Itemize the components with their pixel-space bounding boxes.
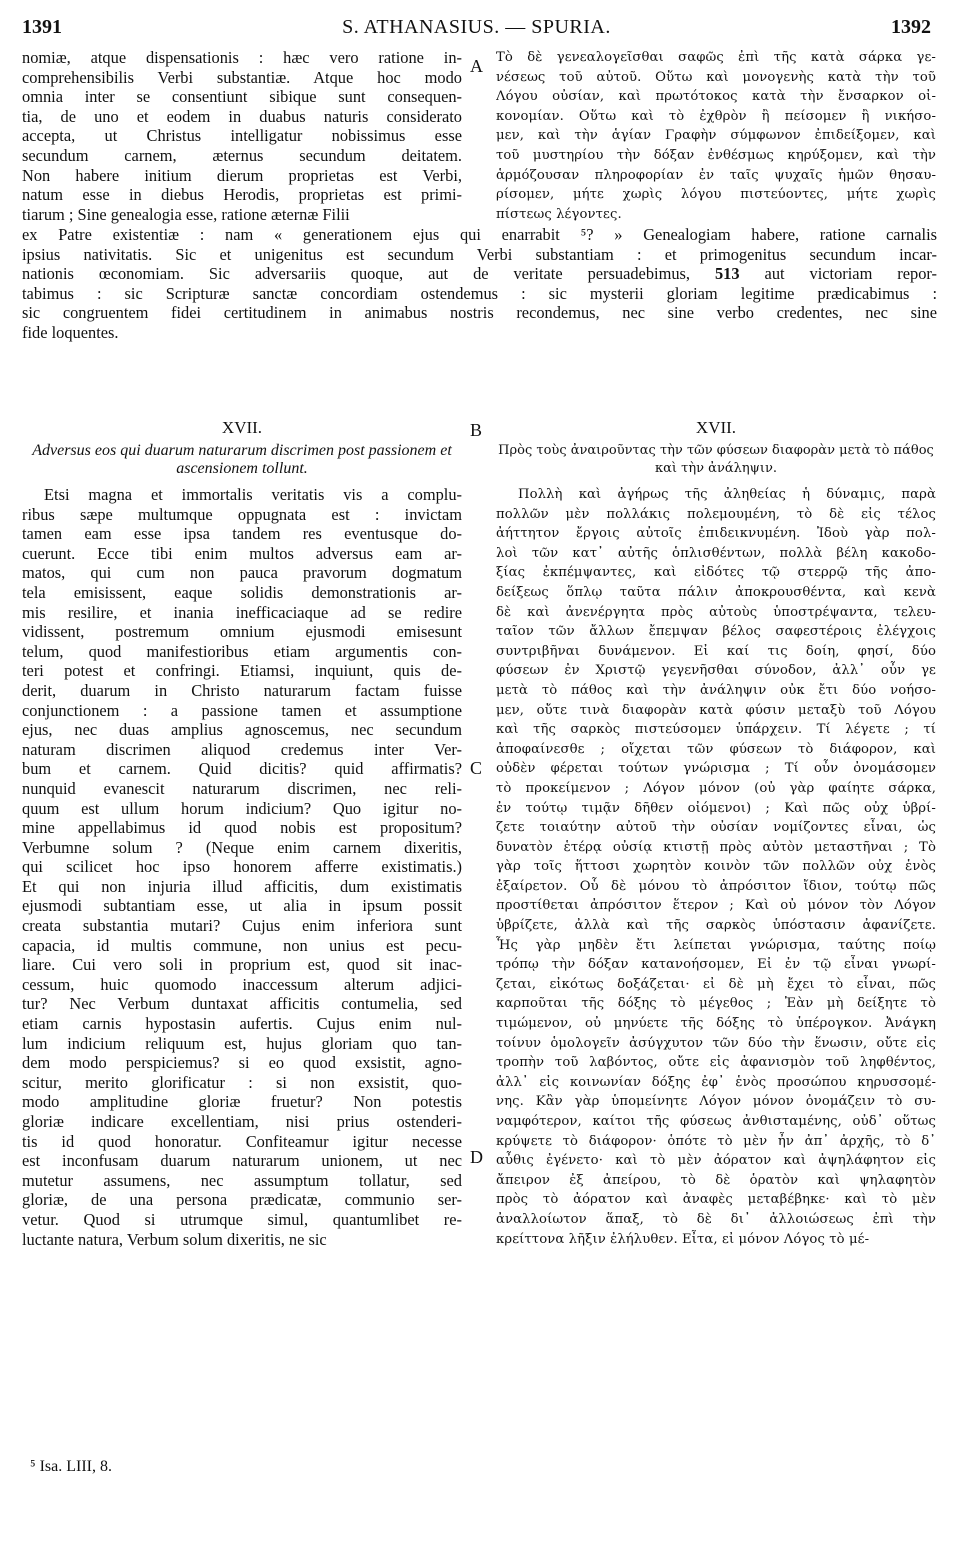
text-line: κρείττονα λῆξιν ἐλήλυθεν. Εἶτα, εἰ μόνον Λόγος τὸ μέ- (496, 1231, 870, 1247)
margin-letter-b: B (470, 420, 483, 440)
text-line: νέσεως τοῦ αὐτοῦ. Οὕτω καὶ μονογενὴς κατὰ τὴν τοῦ (496, 69, 936, 85)
text-line: τιμώμενον, οὐ μηνύετε τῆς δόξης τὸ ὑπέρογκον. Ἀνάγκη (496, 1016, 936, 1032)
text-line: μετὰ τὸ πάθος καὶ τὴν ἀνάληψιν οὐκ ἔτι δύο νοήσο- (496, 682, 936, 698)
text-line: ἀποφαίνεσθε ; οἴχεται τῶν φύσεων τὸ διάφορον, καὶ (496, 741, 936, 757)
text-line: gloriæ, de una persona prædicatæ, communio ser- (22, 1190, 462, 1210)
text-line: οὐδὲν φέρεται τούτων γνώρισμα ; Τί οὖν ὀνομάσομεν (496, 761, 936, 777)
greek-section-number: XVII. (695, 418, 737, 437)
left-page-number: 1391 (22, 16, 62, 38)
text-line: vetur. Quod si utrumque simul, quantumlibet re- (22, 1209, 462, 1229)
text-line: μεν, οὔτε τινὰ διαφορὰν κατὰ φύσιν μεταξὺ τοῦ Λόγου (496, 702, 936, 718)
text-line: Verbumne solum ? (Neque enim carnem dixeritis, (22, 837, 462, 857)
text-line: tamen eam esse ipsa tandem res eventusque do- (22, 524, 462, 544)
right-page-number: 1392 (891, 16, 931, 38)
text-line: luctante natura, Verbum solum dixeritis, ne sic (22, 1229, 327, 1249)
text-line: φύσεων ἐν Χριστῷ γεγενῆσθαι σύνοδον, ἀλλ᾽ οὖν γε (496, 663, 936, 679)
latin-column-body (22, 485, 462, 1249)
column-marker: 513 (714, 264, 740, 284)
text-segment: nationis œconomiam. Sic adversariis quoque, aut de veritate persuadebimus, (22, 264, 691, 284)
greek-column-body (496, 485, 936, 1249)
text-line: συντριβῆναι δυνάμενον. Εἰ καί τις δοίη, φησί, δύο (496, 643, 936, 659)
latin-section-title: Adversus eos qui duarum naturarum discrimen post passionem et ascensionem tollunt. (32, 442, 452, 477)
text-line: δυνατὸν ἑτέρᾳ οὐσίᾳ κτιστῇ πρὸς αὐτὸν μεταστῆναι ; Τὸ (496, 839, 936, 855)
footnote: ⁵ Isa. LIII, 8. (30, 1458, 112, 1475)
text-line: tiarum ; Sine genealogia esse, ratione æternæ Filii (22, 204, 350, 224)
text-line: teri potest et confringi. Etiamsi, inquiunt, quis de- (22, 661, 462, 681)
text-line: tela emisissent, eaque solidis demonstrationis ar- (22, 582, 462, 602)
text-line: lum indicium reliquum est, hujus gloriam quo tan- (22, 1033, 462, 1053)
text-line: telum, quod manifestioribus etiam argumentis con- (22, 641, 462, 661)
text-line: mis resilire, et inania inefficaciaque ad se redire (22, 602, 462, 622)
text-line: ipsius nativitatis. Sic et unigenitus est secundum Verbi substantiam : et primogenitus secundum incar- (22, 244, 937, 264)
text-line: quum est ullum horum indicium? Quo igitur no- (22, 798, 462, 818)
margin-letter-d: D (470, 1147, 483, 1167)
text-line: est inconfusam duarum naturarum unionem, ut nec (22, 1151, 462, 1171)
text-line: bum et carnem. Quid dicitis? quid affirmatis? (22, 759, 462, 779)
text-line: Τὸ δὲ γενεαλογεῖσθαι σαφῶς ἐπὶ τῆς κατὰ σάρκα γε- (496, 50, 936, 65)
text-line: ejusmodi subtantiam esse, ut alia in ipsum possit (22, 896, 462, 916)
text-line: λοὶ τῶν κατ᾽ αὐτῆς ὁπλισθέντων, πολλὰ βέλη κακοδο- (496, 545, 936, 561)
text-line: sic congruentem fidei certitudinem in animabus nostris recondemus, nec sine verbo credentes, nec sine (22, 303, 937, 323)
text-line: nomiæ, atque dispensationis : hæc vero ratione in- (22, 48, 462, 67)
latin-section-number: XVII. (221, 418, 263, 437)
text-line: ἁρμόζουσαν πληροφορίαν ἐν ταῖς ψυχαῖς ἡμῶν θησαυ- (496, 167, 936, 183)
text-line: ταῖον τῶν ἄλλων ἔπεμψαν βέλος σαφεστέροις ἐλέγχοις (496, 624, 936, 640)
text-line: ἀήττητον ἔργοις αὐτοῖς ἐπιδεικνυμένη. Ἰδοὺ γὰρ πολ- (496, 526, 936, 542)
text-line: δείξεως ὅπλῳ ταῦτα πάλιν ἀποκρουσθέντα, καὶ κενὰ (496, 584, 936, 600)
text-line: νης. Κἂν γὰρ ὑπομείνητε Λόγον μόνον ὀνομάζειν τὸ συ- (496, 1094, 936, 1110)
text-line: dem modo perspiciemus? si eo quod exsistit, agno- (22, 1053, 462, 1073)
text-line: Etsi magna et immortalis veritatis vis a complu- (44, 485, 462, 504)
text-line: γὰρ τοῖς ἥττοσι χωρητὸν κοινὸν τῶν πολλῶν οὐχ ἑνὸς (496, 859, 936, 875)
margin-letter-a: A (470, 56, 483, 76)
text-line: derit, duarum in Christo naturarum factam fuisse (22, 680, 462, 700)
text-line: ξίας ἐκπέμψαντες, καὶ εἰδότες τῷ στερρῷ τῆς ἀπο- (496, 565, 936, 581)
text-line: modo amplitudine gloriæ fruetur? Non potestis (22, 1092, 462, 1112)
text-line: omnia inter se consentiunt sibique sunt consequen- (22, 87, 462, 107)
text-line: πολλῶν μὲν πολλάκις πολεμουμένη, τὸ δὲ εἰς τέλος (496, 506, 936, 522)
text-line: τοῦ μυστηρίου τὴν δόξαν ἐνθέσμως κηρύξομεν, καὶ τὴν (496, 147, 936, 163)
text-line: creata substantia mutari? Cujus enim inferiora sunt (22, 916, 462, 936)
text-line: capacia, id multis commune, non unius est pecu- (22, 935, 462, 955)
text-line: ἀναλλοίωτον ἅπαξ, τὸ δὲ δι᾽ ἀλλοιώσεως ἐπὶ τὴν (496, 1211, 936, 1227)
text-line: gloriæ indicare excellentiam, nisi prius ostenderi- (22, 1112, 462, 1131)
text-line: cuerunt. Ecce tibi enim multos adversus eam ar- (22, 543, 462, 563)
text-line: liare. Cui vero soli in proprium est, quod sit inac- (22, 955, 462, 975)
margin-letter-c: C (470, 758, 483, 778)
text-line: Λόγου οὐσίαν, καὶ πρωτότοκος κατὰ τὴν ἔνσαρκον οἰ- (496, 89, 936, 105)
text-line: ἐν τούτῳ τιμᾷν δῆθεν οἰόμενοι) ; Καὶ πῶς οὐχ ὑβρί- (496, 800, 936, 816)
text-line: tur? Nec Verbum duntaxat afficitis contumelia, sed (22, 994, 462, 1014)
text-line: qui scilicet hoc ipso honorem afferre existimatis.) (22, 857, 462, 877)
text-line: τὸ προκείμενον ; Λόγον μόνον (οὐ γὰρ φαίητε σάρκα, (496, 780, 936, 796)
text-line: πρὸς τὸ ἀόρατον καὶ ἀναφὲς μεταβέβηκε· καὶ τὸ μὲν (496, 1192, 936, 1208)
text-line: tis id quod honoratur. Confiteamur igitur necesse (22, 1131, 462, 1151)
text-line: tia, de uno et eodem in duabus naturis considerato (22, 106, 462, 126)
text-line: natum esse in diebus Herodis, proprietas est primi- (22, 185, 462, 205)
text-line: ἀλλ᾽ εἰς κοινωνίαν δόξης ἐφ᾽ ἑνὸς προσώπου κηρυσσομέ- (496, 1074, 936, 1090)
text-line: καὶ τῆς σαρκὸς πιστεύσομεν ὑπάρχειν. Τί λέγετε ; τί (496, 722, 936, 738)
text-line: ejus, nec duas amplius agnoscemus, nec secundum (22, 720, 462, 740)
text-line: scitur, merito glorificatur : si non exsistit, quo- (22, 1072, 462, 1092)
text-line: ὑβρίζετε, ἀλλὰ καὶ τῆς σαρκὸς ὑπόστασιν ἀφανίζετε. (496, 918, 936, 934)
full-width-paragraph (22, 225, 937, 343)
text-line: cessum, huic quomodo inaccessum alterum adjici- (22, 974, 462, 994)
text-line: matos, qui cum non pauca pravorum dogmatum (22, 563, 462, 583)
text-line: ex Patre existentiæ : nam « generationem ejus qui enarrabit ⁵? » Genealogiam habere, ratione carnalis (22, 225, 937, 244)
text-line: Πολλὴ καὶ ἀγήρως τῆς ἀληθείας ἡ δύναμις, παρὰ (518, 487, 936, 502)
text-line: ρίσομεν, μήτε χωρὶς λόγου πιστεύοντες, μήτε χωρὶς (496, 187, 936, 203)
text-line: τροπὴν τοῦ λαβόντος, οὔτε εἰς ἀφανισμὸν τοῦ ληφθέντος, (496, 1055, 936, 1071)
text-line: ἄπειρον ἐξ ἀπείρου, τὸ δὲ ὁρατὸν καὶ ψηλαφητὸν (496, 1172, 936, 1188)
text-line: καρποῦται τῆς δόξης τὸ μέγεθος ; Ἐὰν μὴ δείξητε τὸ (496, 996, 936, 1012)
text-line: αὖθις ἐγένετο· καὶ τὸ μὲν ἀόρατον καὶ ἀψηλάφητον εἰς (496, 1153, 936, 1169)
text-line: naturam discrimen aliquod credemus inter Ver- (22, 739, 462, 759)
text-line: ναμφότερον, καίτοι τῆς φύσεως ἀνθισταμένης, οὐδ᾽ οὕτως (496, 1114, 936, 1129)
text-line: Non habere initium dierum proprietas est Verbi, (22, 165, 462, 185)
text-line: ἐξαίρετον. Οὗ δὲ μόνου τὸ ἀπρόσιτον ἴδιον, τούτῳ πῶς (496, 878, 936, 894)
text-line: fide loquentes. (22, 322, 119, 342)
text-line (22, 264, 937, 284)
text-line: τρόπῳ τὴν δόξαν κατανοήσομεν, Εἰ ἐν τῷ εἶναι γνωρί- (496, 957, 936, 973)
text-line: accepta, ut Christus intelligatur nobissimus esse (22, 126, 462, 146)
text-line: δὲ καὶ ἀνενέργητα πρὸς αὐτοὺς ὑποστρέψαντα, τελευ- (496, 604, 936, 620)
greek-column-top (496, 48, 936, 224)
text-line: tabimus : sic Scripturæ sanctæ concordiam ostendemus : sic mysterii gloriam legitime prædicabimus : (22, 283, 937, 303)
text-line: ζετε τοιαύτην αὐτοῦ τὴν οὐσίαν νομίζοντες εἶναι, ὡς (496, 820, 936, 836)
text-line: conjunctionem : a passione tamen et assumptione (22, 700, 462, 720)
text-line: τοίνυν ὁμολογεῖν ἀσύγχυτον τῶν δύο τὴν ἕνωσιν, οὔτε εἰς (496, 1035, 936, 1051)
page-header (22, 16, 931, 42)
text-line: μεν, καὶ τὴν ἁγίαν Γραφὴν σύμφωνον ἐπιδείξομεν, καὶ (496, 128, 936, 144)
text-line: nunquid evanescit naturarum discrimen, nec reli- (22, 778, 462, 798)
text-line: προστίθεται ἀπρόσιτον ἕτερον ; Καὶ οὐ μόνον τὸν Λόγον (496, 898, 936, 914)
text-line: vidissent, postremum omnium ejusmodi emisesunt (22, 622, 462, 642)
greek-section-title: Πρὸς τοὺς ἀναιροῦντας τὴν τῶν φύσεων διαφορὰν μετὰ τὸ πάθος καὶ τὴν ἀνάληψιν. (498, 443, 934, 476)
text-line: Et qui non injuria illud afficitis, dum existimatis (22, 876, 462, 896)
text-line: secundum carnem, æternus secundum deitatem. (22, 145, 462, 165)
text-line: mine appellabimus id quod nobis est propositum? (22, 818, 462, 838)
text-line: etiam carnis hypostasin aufertis. Cujus enim nul- (22, 1014, 462, 1034)
text-line: πίστεως λέγοντες. (496, 206, 622, 222)
text-line: κρύψετε τὸ διάφορον· ὁπότε τὸ μὲν ἦν ἀπ᾽ ἀρχῆς, τὸ δ᾽ (496, 1133, 936, 1149)
running-title: S. ATHANASIUS. — SPURIA. (342, 16, 611, 38)
text-line: Ἧς γὰρ μηδὲν ἔτι λείπεται γνώρισμα, ταύτης ποίῳ (496, 937, 936, 953)
latin-column-top (22, 48, 462, 224)
text-line: ζεται, εἰκότως δοξάζεται· εἰ δὲ μὴ ἔχει τὸ εἶναι, πῶς (496, 976, 936, 992)
text-line: ribus sæpe multumque oppugnata est : invictam (22, 504, 462, 524)
text-line: κονομίαν. Οὕτω καὶ τὸ ἐχθρὸν ἢ πείσομεν ἢ νικήσο- (496, 108, 936, 124)
text-segment: aut victoriam repor- (764, 264, 937, 284)
text-line: mutetur assumens, nec assumptum tollatur, sed (22, 1170, 462, 1190)
text-line: comprehensibilis Verbi substantiæ. Atque hoc modo (22, 67, 462, 87)
